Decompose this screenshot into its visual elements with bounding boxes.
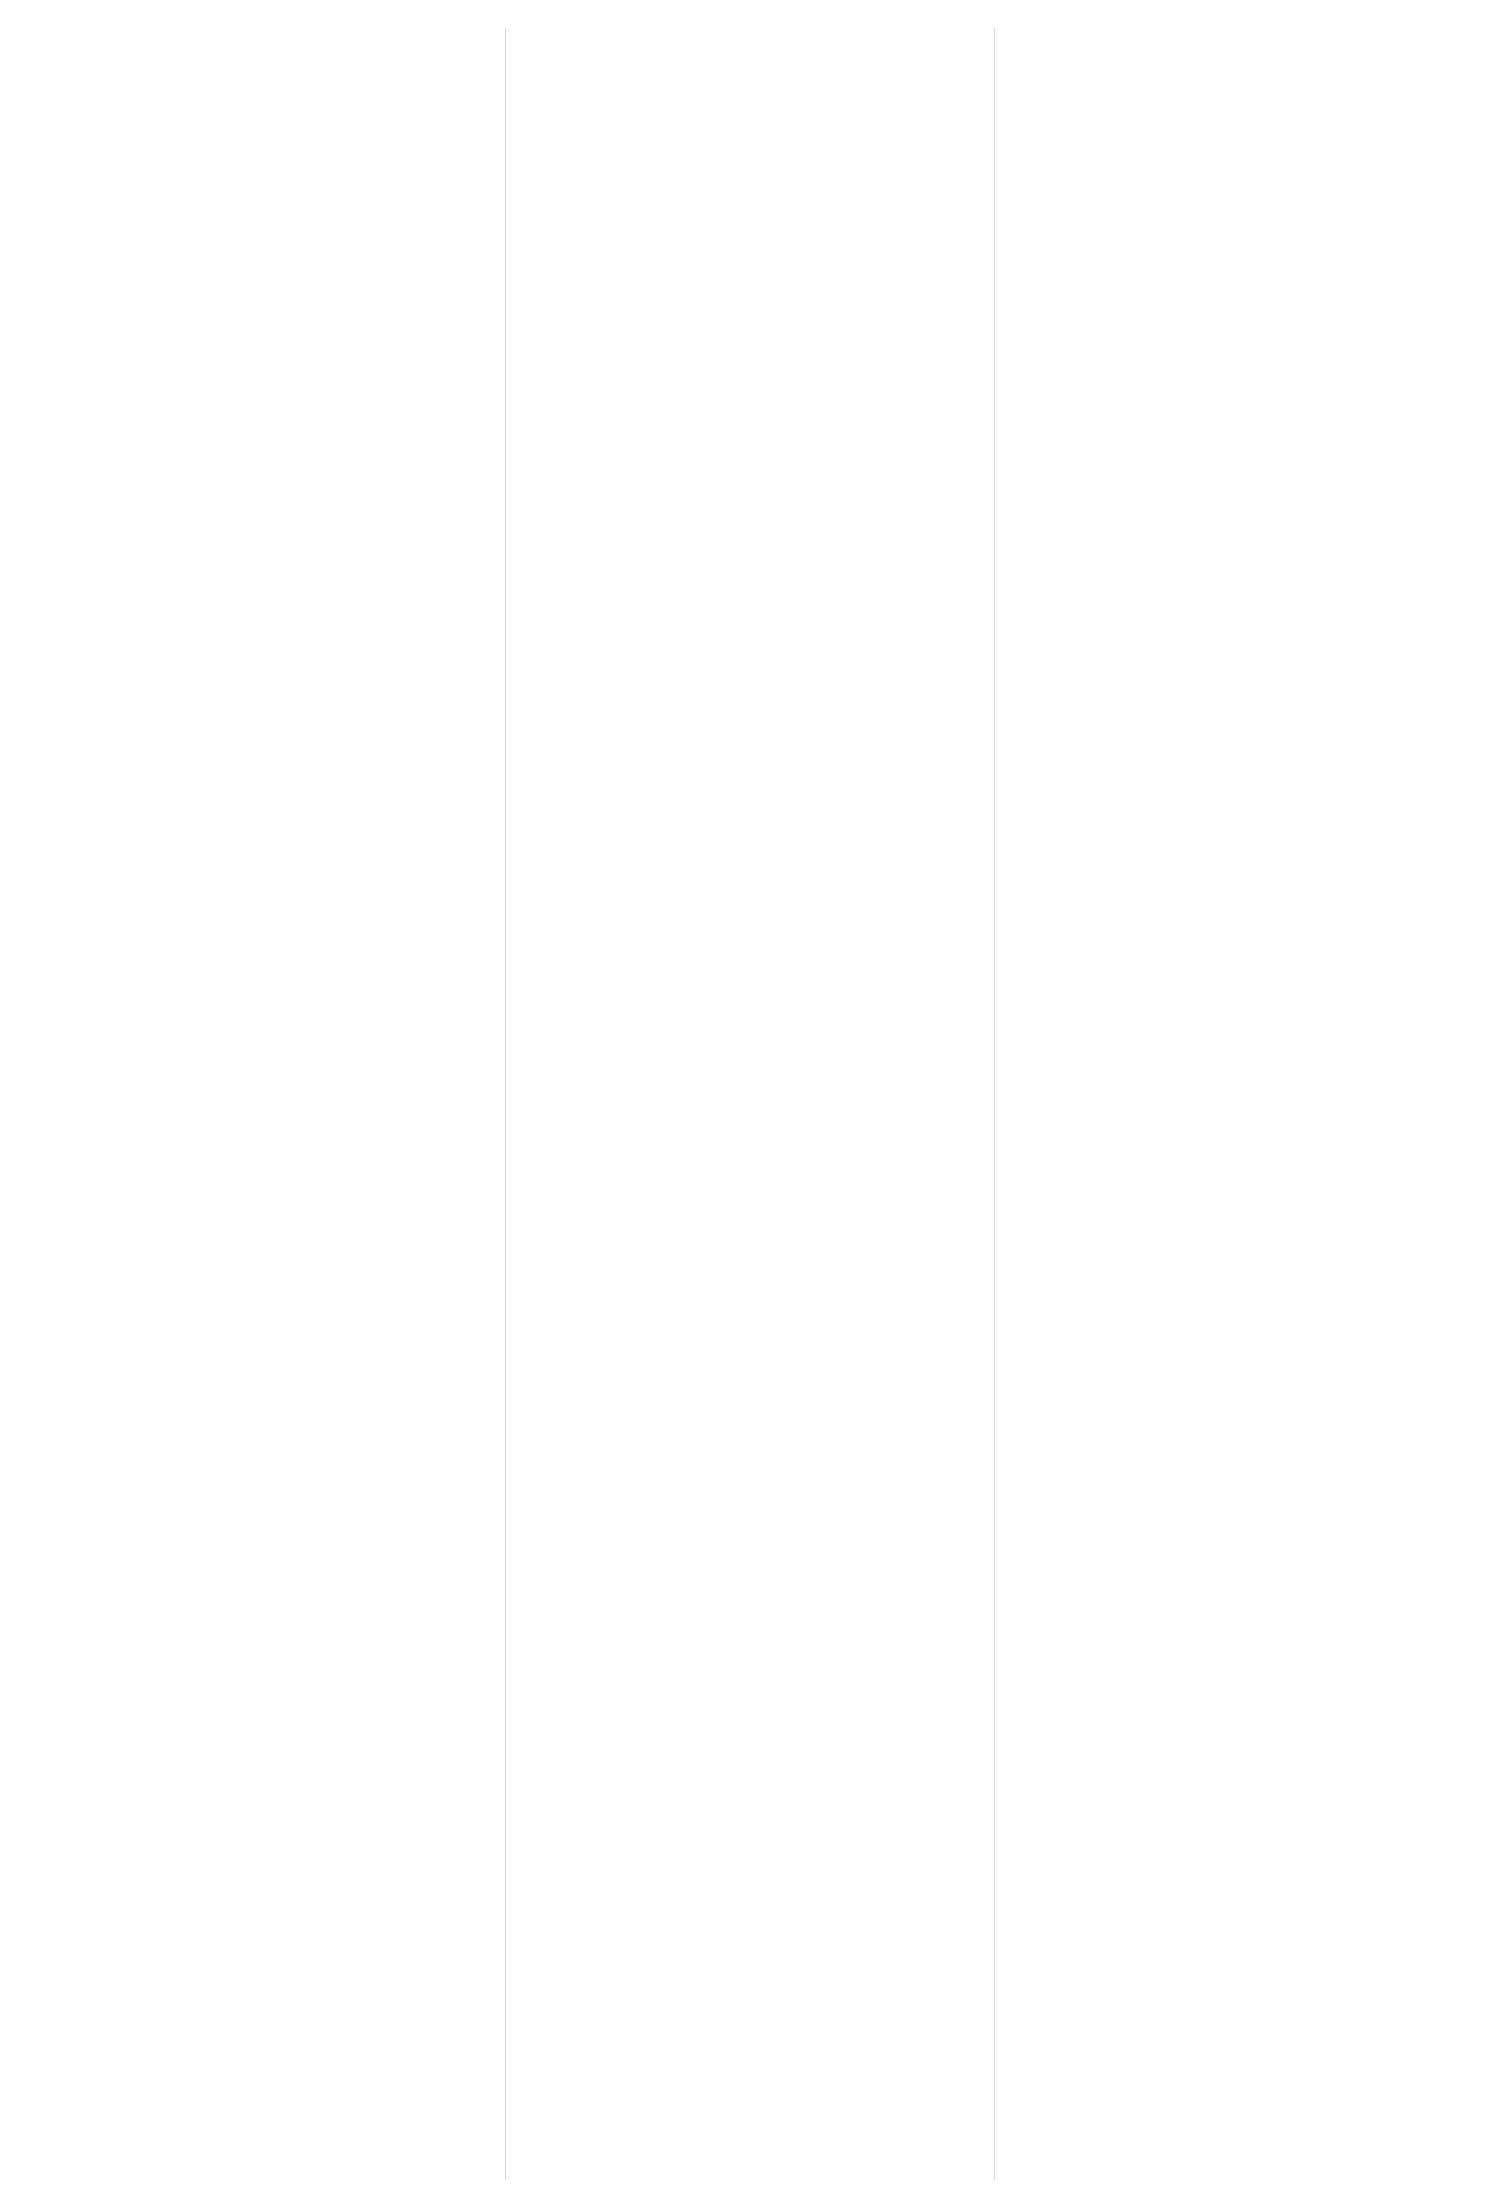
text-line — [1017, 28, 1460, 72]
text-line — [1017, 1528, 1460, 1572]
text-line — [40, 568, 483, 612]
text-line — [40, 1048, 483, 1092]
text-line — [528, 448, 971, 492]
text-line — [528, 508, 971, 552]
column-right — [995, 28, 1482, 2180]
text-line — [1017, 328, 1460, 372]
text-line — [528, 208, 971, 252]
text-line — [40, 1348, 483, 1392]
text-line — [40, 208, 483, 252]
text-line — [528, 1828, 971, 1872]
text-line — [1017, 388, 1460, 432]
text-line — [1017, 1828, 1460, 1872]
text-line — [528, 628, 971, 672]
text-line — [528, 2008, 971, 2052]
text-line — [40, 1468, 483, 1512]
text-line — [40, 1888, 483, 1932]
text-line — [40, 88, 483, 132]
text-line — [528, 328, 971, 372]
text-line — [40, 1588, 483, 1632]
text-line — [40, 1708, 483, 1752]
text-line — [528, 1888, 971, 1932]
text-line — [528, 1708, 971, 1752]
text-line — [40, 688, 483, 732]
text-line — [1017, 868, 1460, 912]
text-line — [1017, 988, 1460, 1032]
text-line — [40, 28, 483, 72]
text-line — [528, 988, 971, 1032]
text-line — [40, 448, 483, 492]
text-line — [1017, 1408, 1460, 1452]
text-line — [1017, 1108, 1460, 1152]
text-line — [1017, 1048, 1460, 1092]
text-line — [1017, 448, 1460, 492]
text-line — [1017, 1168, 1460, 1212]
text-line — [40, 1948, 483, 1992]
text-line — [40, 868, 483, 912]
text-line — [528, 88, 971, 132]
text-line — [1017, 628, 1460, 672]
text-line — [1017, 1468, 1460, 1512]
column-left — [18, 28, 506, 2180]
text-line — [1017, 268, 1460, 312]
text-line — [40, 808, 483, 852]
text-line — [40, 388, 483, 432]
text-line — [40, 1408, 483, 1452]
text-line — [528, 1048, 971, 1092]
text-line — [528, 928, 971, 972]
text-line — [528, 1948, 971, 1992]
text-line — [1017, 508, 1460, 552]
text-line — [40, 628, 483, 672]
text-line — [40, 328, 483, 372]
text-line — [528, 748, 971, 792]
text-line — [528, 1528, 971, 1572]
text-line — [528, 1348, 971, 1392]
text-line — [1017, 1648, 1460, 1692]
text-line — [40, 268, 483, 312]
text-line — [40, 748, 483, 792]
text-line — [1017, 1708, 1460, 1752]
text-line — [1017, 88, 1460, 132]
text-line — [528, 568, 971, 612]
text-line — [1017, 1888, 1460, 1932]
text-line — [40, 928, 483, 972]
text-line — [528, 268, 971, 312]
text-line — [40, 988, 483, 1032]
text-line — [40, 508, 483, 552]
text-line — [528, 1288, 971, 1332]
text-line — [528, 1108, 971, 1152]
text-line — [528, 388, 971, 432]
text-line — [40, 1288, 483, 1332]
text-line — [40, 148, 483, 192]
text-line — [528, 1168, 971, 1212]
text-line — [528, 868, 971, 912]
text-line — [1017, 748, 1460, 792]
text-line — [1017, 208, 1460, 252]
text-line — [1017, 808, 1460, 852]
text-line — [528, 1408, 971, 1452]
text-line — [528, 808, 971, 852]
text-line — [1017, 1348, 1460, 1392]
text-line — [1017, 1948, 1460, 1992]
text-line — [40, 1228, 483, 1272]
text-line — [528, 1768, 971, 1812]
text-line — [40, 1768, 483, 1812]
text-line — [528, 688, 971, 732]
text-line — [40, 1828, 483, 1872]
text-line — [1017, 928, 1460, 972]
column-middle — [506, 28, 994, 2180]
text-line — [528, 148, 971, 192]
text-line — [1017, 1228, 1460, 1272]
text-line — [40, 1168, 483, 1212]
text-line — [528, 1648, 971, 1692]
text-line — [40, 1108, 483, 1152]
text-line — [40, 1648, 483, 1692]
text-line — [528, 1588, 971, 1632]
text-line — [528, 28, 971, 72]
text-line — [528, 1468, 971, 1512]
text-line — [1017, 1768, 1460, 1812]
text-line — [1017, 1588, 1460, 1632]
text-line — [40, 1528, 483, 1572]
text-line — [528, 1228, 971, 1272]
text-line — [1017, 688, 1460, 732]
text-line — [1017, 1288, 1460, 1332]
text-line — [1017, 568, 1460, 612]
text-line — [1017, 148, 1460, 192]
